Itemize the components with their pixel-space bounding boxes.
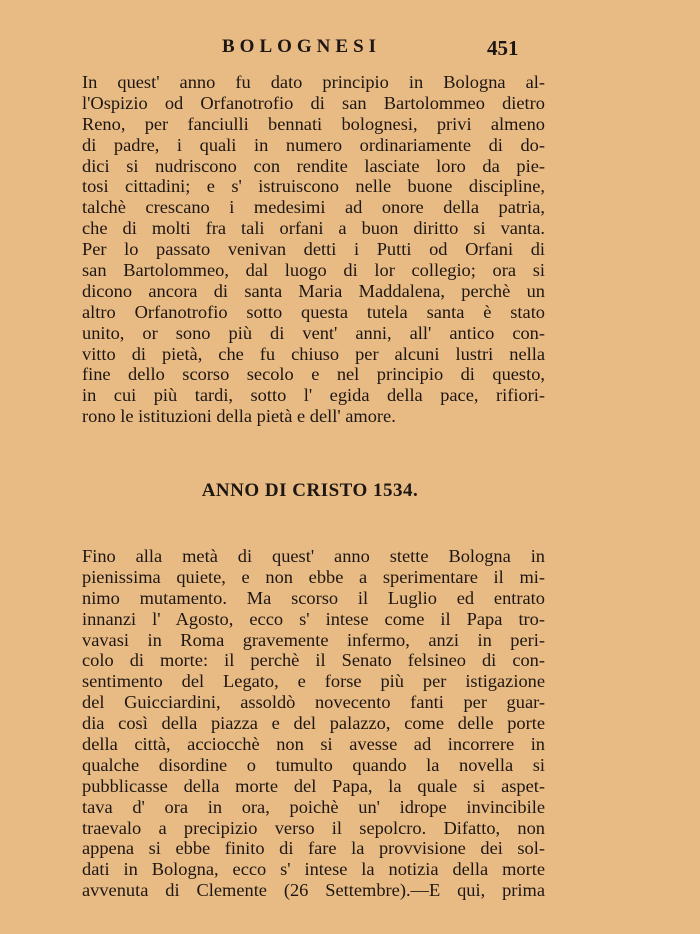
text-line: vitto di pietà, che fu chiuso per alcuni lustri nella (82, 343, 545, 364)
paragraph-anno-1534 (82, 546, 545, 901)
text-line: pubblicasse della morte del Papa, la quale si aspet- (82, 775, 545, 796)
text-line: dicono ancora di santa Maria Maddalena, perchè un (82, 280, 545, 301)
section-heading: ANNO DI CRISTO 1534. (201, 480, 419, 501)
text-line: tosi cittadini; e s' istruiscono nelle buone discipline, (82, 176, 545, 197)
text-line: Per lo passato venivan detti i Putti od Orfani di (82, 239, 545, 260)
text-line: innanzi l' Agosto, ecco s' intese come il Papa tro- (82, 608, 545, 629)
text-line: Fino alla metà di quest' anno stette Bologna in (82, 546, 545, 566)
text-line: vavasi in Roma gravemente infermo, anzi in peri- (82, 629, 545, 650)
text-line: dia così della piazza e del palazzo, come delle porte (82, 713, 545, 734)
text-line: In quest' anno fu dato principio in Bologna al- (82, 72, 545, 92)
text-line: del Guicciardini, assoldò novecento fanti per guar- (82, 692, 545, 713)
text-line: rono le istituzioni della pietà e dell' amore. (82, 406, 396, 427)
page-number: 451 (487, 36, 519, 60)
text-line: tava d' ora in ora, poichè un' idrope invincibile (82, 796, 545, 817)
text-line: colo di morte: il perchè il Senato felsineo di con- (82, 650, 545, 671)
text-line: sentimento del Legato, e forse più per istigazione (82, 671, 545, 692)
text-line: traevalo a precipizio verso il sepolcro. Difatto, non (82, 817, 545, 838)
text-line: della città, acciocchè non si avesse ad incorrere in (82, 734, 545, 755)
text-line: unito, or sono più di vent' anni, all' antico con- (82, 322, 545, 343)
text-line: pienissima quiete, e non ebbe a sperimentare il mi- (82, 566, 545, 587)
text-line: dati in Bologna, ecco s' intese la notizia della morte (82, 859, 545, 880)
text-line: fine dello scorso secolo e nel principio di questo, (82, 364, 545, 385)
text-line: dici si nudriscono con rendite lasciate loro da pie- (82, 155, 545, 176)
running-head: BOLOGNESI (222, 36, 382, 57)
text-line: appena si ebbe finito di fare la provvisione dei sol- (82, 838, 545, 859)
text-line: altro Orfanotrofio sotto questa tutela santa è stato (82, 301, 545, 322)
text-line: nimo mutamento. Ma scorso il Luglio ed entrato (82, 587, 545, 608)
text-line: l'Ospizio od Orfanotrofio di san Bartolommeo dietro (82, 92, 545, 113)
text-line: Reno, per fanciulli bennati bolognesi, privi almeno (82, 113, 545, 134)
text-line: talchè crescano i medesimi ad onore della patria, (82, 197, 545, 218)
text-line: avvenuta di Clemente (26 Settembre).—E qui, prima (82, 880, 545, 901)
text-line: che di molti fra tali orfani a buon diritto si vanta. (82, 218, 545, 239)
page-header (0, 36, 700, 66)
text-line: qualche disordine o tumulto quando la novella si (82, 754, 545, 775)
text-line: in cui più tardi, sotto l' egida della pace, rifiori- (82, 385, 545, 406)
text-line: san Bartolommeo, dal luogo di lor collegio; ora si (82, 260, 545, 281)
paragraph-ospizio (82, 72, 545, 427)
text-line: di padre, i quali in numero ordinariamente di do- (82, 134, 545, 155)
